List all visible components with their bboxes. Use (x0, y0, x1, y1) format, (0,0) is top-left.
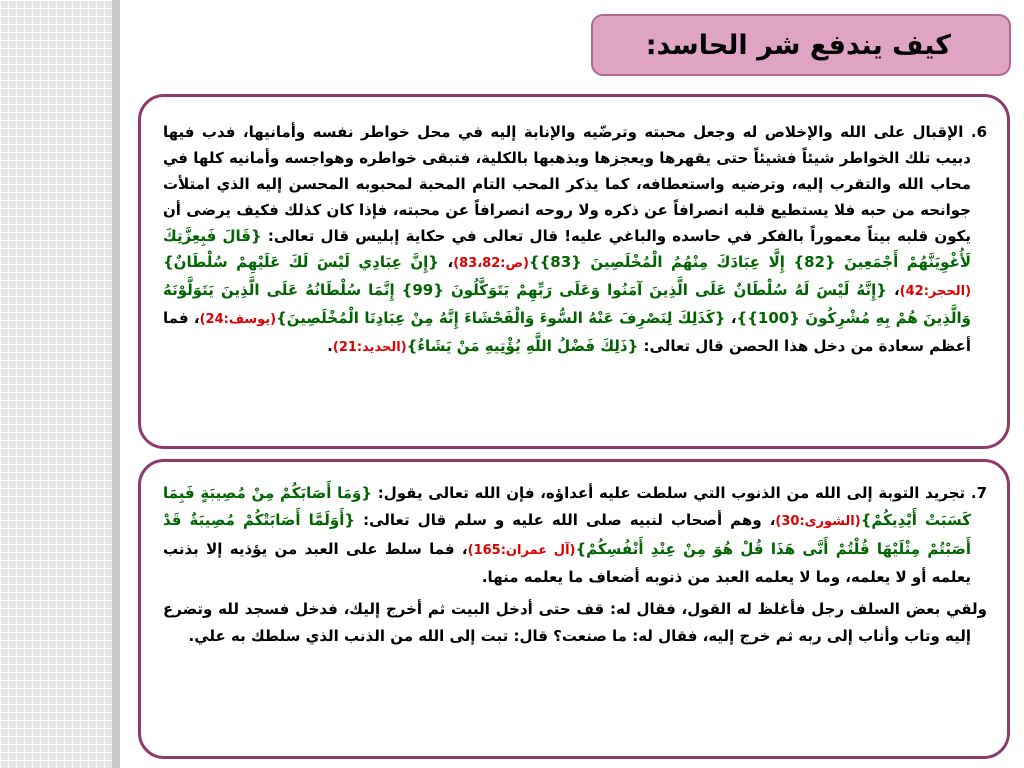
verse-hadid: {ذَلِكَ فَضْلُ اللَّهِ يُؤْتِيهِ مَنْ يَشَاءُ} (406, 337, 639, 355)
side-strip-decoration (112, 0, 120, 768)
verse-yusuf: {كَذَلِكَ لِنَصْرِفَ عَنْهُ السُّوءَ وَالْفَحْشَاءَ إِنَّهُ مِنْ عِبَادِنَا الْمُخْلَصِينَ} (276, 309, 726, 327)
point-6-panel (138, 94, 1010, 449)
point-7-text-3: ، فما سلط على العبد من يؤذيه إلا بذنب يعلمه أو لا يعلمه، وما لا يعلمه العبد من ذنوبه أضعاف ما يعلمه منها. (163, 539, 971, 587)
verse-nahl: {إِنَّهُ لَيْسَ لَهُ سُلْطَانٌ عَلَى الَّذِينَ آمَنُوا وَعَلَى رَبِّهِمْ يَتَوَكَّلُونَ {99} إِنَّمَا سُلْطَانُهُ عَلَى الَّذِينَ يَتَوَلَّوْنَهُ وَالَّذِينَ هُمْ بِهِ مُشْرِكُونَ {100}} (163, 281, 972, 327)
title-banner (591, 14, 1011, 76)
side-pattern-decoration (0, 0, 112, 768)
point-7-text-2: ، وهم أصحاب لنبيه صلى الله عليه و سلم قال تعالى: (355, 511, 776, 530)
point-7-text: 7. تجريد التوبة إلى الله من الذنوب التي سلطت عليه أعداؤه، فإن الله تعالى يقول: (372, 484, 987, 502)
verse-al-imran: {أَوَلَمَّا أَصَابَتْكُمْ مُصِيبَةٌ قَدْ أَصَبْتُمْ مِثْلَيْهَا قُلْتُمْ أَنَّى هَذَا قُلْ هُوَ مِنْ عِنْدِ أَنْفُسِكُمْ} (163, 511, 971, 558)
full-stop: . (327, 337, 333, 355)
ref-hijr: (الحجر:42) (899, 284, 972, 299)
ref-yusuf: (يوسف:24) (199, 312, 277, 327)
point-6-text-2: ، فما أعظم سعادة من دخل هذا الحصن قال تعالى: (163, 309, 971, 355)
ref-hadid: (الحديد:21) (332, 340, 407, 355)
ref-sad: (ص:83،82) (453, 256, 529, 271)
verse-sad: {قَالَ فَبِعِزَّتِكَ لَأُغْوِيَنَّهُمْ أَجْمَعِينَ {82} إِلَّا عِبَادَكَ مِنْهُمُ الْمُخْلَصِينَ {83}} (163, 227, 972, 271)
verse-hijr: {إِنَّ عِبَادِي لَيْسَ لَكَ عَلَيْهِمْ سُلْطَانٌ} (163, 253, 439, 271)
verse-shura: {وَمَا أَصَابَكُمْ مِنْ مُصِيبَةٍ فَبِمَا كَسَبَتْ أَيْدِيكُمْ} (163, 484, 971, 530)
slide-title: كيف يندفع شر الحاسد: (645, 29, 951, 61)
point-6-paragraph (163, 119, 987, 361)
point-6-text: 6. الإقبال على الله والإخلاص له وجعل محبته وترضّيه والإنابة إليه في محل خواطر نفسه وأمانيها، فدب فيها دبيب تلك الخواطر شيئاً فشيئاً حتى يقهرها ويعجزها ويذهبها بالكلية، فتبقى خواطره وهواجسه وأمانيه كلها في محاب الله والتقرب إليه، وترضيه واستعطافه، كما يذكر المحب التام المحبة لمحبوبه المحسن إليه الذي امتلأت جوانحه من حبه فلا يستطيع قلبه انصرافاً عن ذكره ولا روحه انصرافاً عن محبته، فإذا كان كذلك فكيف يرضى أن يكون قلبه بيتاً معموراً بالفكر في حاسده والباغي عليه! قال تعالى في حكاية إبليس قال تعالى: (163, 123, 987, 245)
point-7-paragraph (163, 480, 987, 592)
point-7-panel (138, 459, 1010, 759)
separator: ، (886, 281, 900, 299)
separator: ، (438, 253, 454, 271)
ref-shura: (الشورى:30) (775, 514, 861, 530)
separator: ، (725, 309, 737, 327)
story-paragraph: ولقي بعض السلف رجل فأغلظ له القول، فقال له: قف حتى أدخل البيت ثم أخرج إليك، فدخل فسجد لله وتضرع إليه وتاب وأناب إلى ربه ثم خرج إليه، فقال له: ما صنعت؟ قال: تبت إلى الله من الذنب الذي سلطك به علي. (163, 599, 987, 646)
ref-al-imran: (آل عمران:165) (467, 542, 576, 558)
